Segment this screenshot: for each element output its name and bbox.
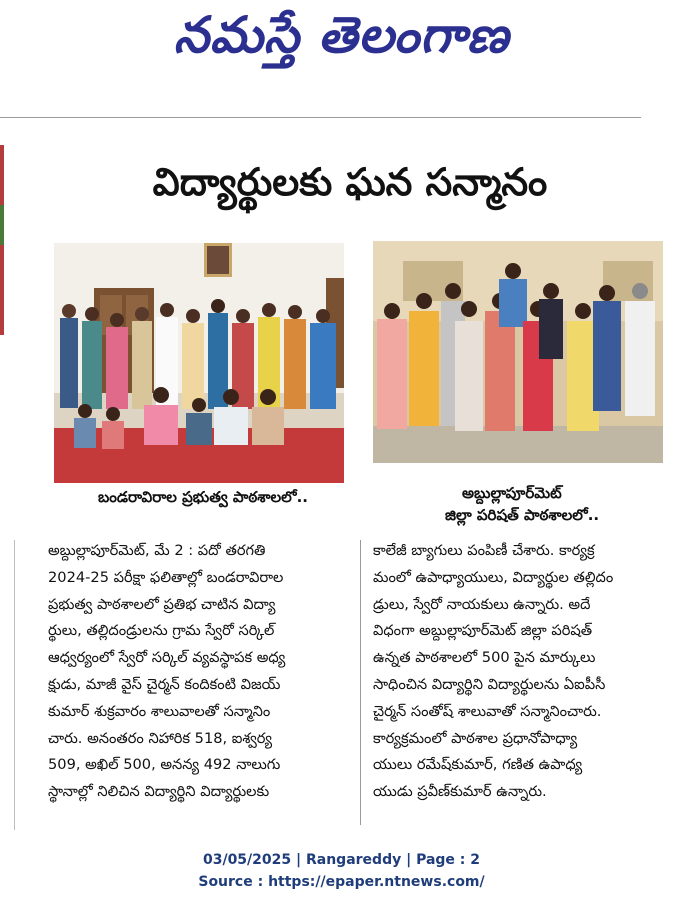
article-line: యులు రమేష్‌కుమార్‌, గణిత ఉపాధ్య <box>373 756 583 774</box>
article-line: కాలేజీ బ్యాగులు పంపిణీ చేశారు. కార్యక్ర <box>373 542 595 559</box>
photo-caption-right-line2: జిల్లా పరిషత్‌ పాఠశాలలో.. <box>445 506 600 524</box>
article-headline: విద్యార్థులకు ఘన సన్మానం <box>152 160 548 204</box>
photo-bandaravirala-illustration <box>54 243 344 483</box>
article-line: సాధించిన విద్యార్థిని విద్యార్థులను ఏఐపీసీ <box>373 675 606 693</box>
article-line: కార్యక్రమంలో పాఠశాల ప్రధానోపాధ్యా <box>373 729 578 747</box>
article-column-right <box>373 538 673 806</box>
photo-caption-left: బండరావిరాల ప్రభుత్వ పాఠశాలలో.. <box>98 488 308 506</box>
article-column-left <box>48 538 348 806</box>
article-line: యుడు ప్రవీణ్‌కుమార్‌ ఉన్నారు. <box>373 783 547 801</box>
footer-edition-info: 03/05/2025 | Rangareddy | Page : 2 <box>202 852 481 868</box>
masthead-divider <box>0 117 641 118</box>
adjacent-article-edge-accent <box>0 205 4 245</box>
article-line: 2024-25 పరీక్షా ఫలితాల్లో బండరావిరాల <box>48 568 284 586</box>
article-line: 509, అఖిల్‌ 500, అనన్య 492 నాలుగు <box>48 756 281 774</box>
article-line: చారు. అనంతరం నిహారిక 518, ఐశ్వర్య <box>48 729 273 747</box>
photo-zilla-parishad-illustration <box>373 241 663 463</box>
article-line: ర్థులు, తల్లిదండ్రులను గ్రామ స్వేరో సర్కిల్‌ <box>48 622 275 640</box>
column-divider <box>360 540 361 825</box>
photo-bandaravirala-school <box>54 243 344 483</box>
article-line: విధంగా అబ్దుల్లాపూర్‌మెట్‌ జిల్లా పరిషత్‌ <box>373 622 593 640</box>
article-line: ఆధ్వర్యంలో స్వేరో సర్కిల్‌ వ్యవస్థాపక అధ్య <box>48 649 286 667</box>
masthead <box>0 0 683 110</box>
article-line: క్షుడు, మాజీ వైస్‌ చైర్మన్‌ కందికంటి విజయ్‌ <box>48 675 281 693</box>
footer-source-link[interactable]: Source : https://epaper.ntnews.com/ <box>198 874 485 890</box>
article-line: ఉన్నత పాఠశాలలో 500 పైన మార్కులు <box>373 649 596 667</box>
article-line: ప్రభుత్వ పాఠశాలలో ప్రతిభ చాటిన విద్యా <box>48 595 276 613</box>
article-line: స్థానాల్లో నిలిచిన విద్యార్థిని విద్యార్థులకు <box>48 783 270 801</box>
article-line: అబ్దుల్లాపూర్‌మెట్‌, మే 2 : పదో తరగతి <box>48 542 266 559</box>
article-line: కుమార్‌ శుక్రవారం శాలువాలతో సన్మానిం <box>48 702 271 720</box>
photo-caption-right-line1: అబ్దుల్లాపూర్‌మెట్ <box>462 484 562 502</box>
left-column-rule <box>14 540 15 830</box>
article-line: డ్రులు, స్వేరో నాయకులు ఉన్నారు. అదే <box>373 595 591 613</box>
article-line: మంలో ఉపాధ్యాయులు, విద్యార్థుల తల్లిదం <box>373 568 614 586</box>
masthead-logo-title: నమస్తే తెలంగాణ <box>173 6 510 64</box>
photo-zilla-parishad-school <box>373 241 663 463</box>
article-line: చైర్మన్‌ సంతోష్‌ శాలువాతో సన్మానించారు. <box>373 702 602 720</box>
